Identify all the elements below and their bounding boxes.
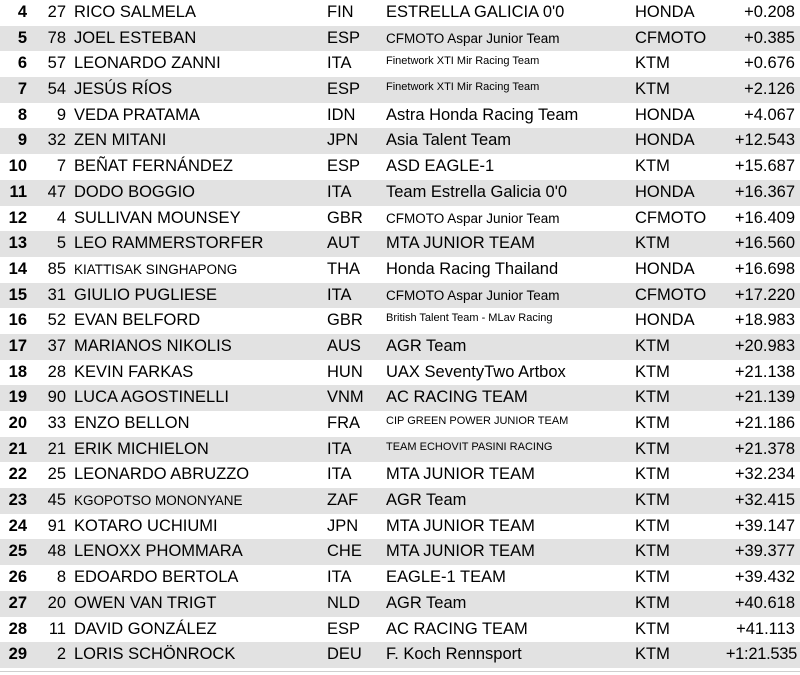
rider-number-cell: 78 bbox=[47, 28, 66, 47]
team-cell: AC RACING TEAM bbox=[386, 619, 528, 638]
rider-name-cell: GIULIO PUGLIESE bbox=[74, 285, 218, 304]
position-cell: 20 bbox=[8, 414, 27, 432]
manufacturer-cell: KTM bbox=[635, 157, 670, 176]
table-row bbox=[0, 231, 800, 257]
manufacturer-cell: HONDA bbox=[635, 3, 695, 21]
rider-number-cell: 37 bbox=[47, 336, 66, 355]
rider-number-cell: 7 bbox=[56, 157, 66, 176]
gap-cell: +12.543 bbox=[734, 131, 795, 150]
rider-number-cell: 28 bbox=[47, 362, 66, 381]
table-row bbox=[0, 462, 800, 488]
nation-cell: VNM bbox=[327, 388, 364, 407]
gap-cell: +21.139 bbox=[734, 388, 795, 407]
nation-cell: GBR bbox=[327, 311, 363, 330]
rider-name-cell: KGOPOTSO MONONYANE bbox=[74, 493, 243, 509]
table-row bbox=[0, 334, 800, 360]
team-cell: UAX SeventyTwo Artbox bbox=[386, 362, 566, 381]
rider-number-cell: 4 bbox=[56, 208, 66, 227]
table-row bbox=[0, 206, 800, 232]
gap-cell: +18.983 bbox=[734, 311, 795, 330]
rider-name-cell: LENOXX PHOMMARA bbox=[74, 542, 243, 561]
table-row bbox=[0, 437, 800, 463]
manufacturer-cell: HONDA bbox=[635, 311, 695, 330]
gap-cell: +21.138 bbox=[734, 362, 795, 381]
table-row bbox=[0, 411, 800, 437]
nation-cell: ESP bbox=[327, 28, 361, 47]
team-cell: AGR Team bbox=[386, 491, 467, 510]
nation-cell: CHE bbox=[327, 542, 362, 561]
table-row bbox=[0, 283, 800, 309]
manufacturer-cell: HONDA bbox=[635, 259, 695, 278]
table-bottom-divider bbox=[0, 671, 800, 672]
rider-name-cell: OWEN VAN TRIGT bbox=[74, 593, 217, 612]
nation-cell: ITA bbox=[327, 54, 352, 73]
table-row bbox=[0, 565, 800, 591]
table-row bbox=[0, 154, 800, 180]
manufacturer-cell: KTM bbox=[635, 388, 670, 407]
rider-name-cell: RICO SALMELA bbox=[74, 3, 196, 21]
rider-number-cell: 33 bbox=[47, 414, 66, 432]
manufacturer-cell: KTM bbox=[635, 568, 670, 587]
gap-cell: +1:21.535 bbox=[725, 645, 797, 664]
manufacturer-cell: CFMOTO bbox=[635, 28, 707, 47]
manufacturer-cell: KTM bbox=[635, 593, 670, 612]
team-cell: TEAM ECHOVIT PASINI RACING bbox=[386, 440, 553, 453]
nation-cell: ITA bbox=[327, 182, 352, 201]
manufacturer-cell: KTM bbox=[635, 234, 670, 253]
manufacturer-cell: KTM bbox=[635, 54, 670, 73]
rider-number-cell: 27 bbox=[47, 3, 66, 21]
rider-name-cell: LUCA AGOSTINELLI bbox=[74, 388, 229, 407]
table-row bbox=[0, 591, 800, 617]
rider-number-cell: 48 bbox=[47, 542, 66, 561]
gap-cell: +32.415 bbox=[734, 491, 795, 510]
rider-number-cell: 32 bbox=[47, 131, 66, 150]
rider-number-cell: 21 bbox=[47, 439, 66, 458]
rider-number-cell: 11 bbox=[48, 619, 66, 638]
gap-cell: +39.432 bbox=[734, 568, 795, 587]
rider-name-cell: EVAN BELFORD bbox=[74, 311, 201, 330]
gap-cell: +4.067 bbox=[744, 105, 795, 124]
team-cell: British Talent Team - MLav Racing bbox=[386, 312, 553, 325]
position-cell: 13 bbox=[8, 234, 27, 253]
nation-cell: FIN bbox=[327, 3, 354, 21]
team-cell: CFMOTO Aspar Junior Team bbox=[386, 287, 560, 303]
team-cell: Honda Racing Thailand bbox=[386, 259, 559, 278]
position-cell: 26 bbox=[8, 568, 27, 587]
team-cell: EAGLE-1 TEAM bbox=[386, 568, 506, 587]
gap-cell: +39.147 bbox=[734, 516, 795, 535]
position-cell: 11 bbox=[9, 182, 27, 201]
gap-cell: +2.126 bbox=[744, 80, 795, 99]
gap-cell: +0.676 bbox=[744, 54, 795, 73]
nation-cell: GBR bbox=[327, 208, 363, 227]
nation-cell: FRA bbox=[327, 414, 360, 432]
nation-cell: DEU bbox=[327, 645, 362, 664]
gap-cell: +16.698 bbox=[734, 259, 795, 278]
nation-cell: AUT bbox=[327, 234, 360, 253]
gap-cell: +16.409 bbox=[734, 208, 795, 227]
position-cell: 17 bbox=[8, 336, 27, 355]
position-cell: 18 bbox=[8, 362, 27, 381]
team-cell: AGR Team bbox=[386, 336, 467, 355]
table-row bbox=[0, 617, 800, 643]
rider-name-cell: LEONARDO ABRUZZO bbox=[74, 465, 250, 484]
table-row bbox=[0, 308, 800, 334]
rider-name-cell: DAVID GONZÁLEZ bbox=[74, 619, 217, 638]
nation-cell: ESP bbox=[327, 619, 361, 638]
nation-cell: ZAF bbox=[327, 491, 359, 510]
gap-cell: +39.377 bbox=[734, 542, 795, 561]
team-cell: Finetwork XTI Mir Racing Team bbox=[386, 55, 540, 68]
manufacturer-cell: HONDA bbox=[635, 105, 695, 124]
position-cell: 9 bbox=[17, 131, 27, 150]
position-cell: 16 bbox=[8, 311, 27, 330]
position-cell: 22 bbox=[8, 465, 27, 484]
team-cell: AC RACING TEAM bbox=[386, 388, 528, 407]
position-cell: 24 bbox=[8, 516, 27, 535]
table-row bbox=[0, 26, 800, 52]
manufacturer-cell: CFMOTO bbox=[635, 208, 707, 227]
table-row bbox=[0, 514, 800, 540]
rider-number-cell: 20 bbox=[47, 593, 66, 612]
position-cell: 27 bbox=[8, 593, 27, 612]
rider-name-cell: VEDA PRATAMA bbox=[74, 105, 200, 124]
table-row bbox=[0, 0, 800, 26]
rider-name-cell: LORIS SCHÖNROCK bbox=[74, 645, 236, 664]
nation-cell: ITA bbox=[327, 568, 352, 587]
rider-number-cell: 90 bbox=[47, 388, 66, 407]
rider-number-cell: 57 bbox=[47, 54, 66, 73]
rider-number-cell: 9 bbox=[56, 105, 66, 124]
table-row bbox=[0, 385, 800, 411]
nation-cell: ITA bbox=[327, 439, 352, 458]
rider-name-cell: JESÚS RÍOS bbox=[74, 80, 173, 99]
gap-cell: +15.687 bbox=[734, 157, 795, 176]
rider-number-cell: 2 bbox=[56, 645, 66, 664]
team-cell: Team Estrella Galicia 0'0 bbox=[386, 182, 568, 201]
team-cell: MTA JUNIOR TEAM bbox=[386, 465, 535, 484]
gap-cell: +20.983 bbox=[734, 336, 795, 355]
position-cell: 21 bbox=[8, 439, 27, 458]
table-row bbox=[0, 103, 800, 129]
table-row bbox=[0, 257, 800, 283]
nation-cell: AUS bbox=[327, 336, 361, 355]
table-row bbox=[0, 539, 800, 565]
manufacturer-cell: KTM bbox=[635, 619, 670, 638]
rider-name-cell: MARIANOS NIKOLIS bbox=[74, 336, 232, 355]
position-cell: 7 bbox=[17, 80, 27, 99]
team-cell: Asia Talent Team bbox=[386, 131, 512, 150]
position-cell: 28 bbox=[8, 619, 27, 638]
manufacturer-cell: KTM bbox=[635, 439, 670, 458]
position-cell: 14 bbox=[8, 259, 27, 278]
gap-cell: +16.560 bbox=[734, 234, 795, 253]
rider-name-cell: EDOARDO BERTOLA bbox=[74, 568, 239, 587]
rider-name-cell: KOTARO UCHIUMI bbox=[74, 516, 218, 535]
rider-number-cell: 85 bbox=[47, 259, 66, 278]
rider-number-cell: 8 bbox=[56, 568, 66, 587]
table-row bbox=[0, 180, 800, 206]
team-cell: MTA JUNIOR TEAM bbox=[386, 516, 535, 535]
manufacturer-cell: KTM bbox=[635, 362, 670, 381]
gap-cell: +17.220 bbox=[734, 285, 795, 304]
team-cell: F. Koch Rennsport bbox=[386, 645, 522, 664]
manufacturer-cell: HONDA bbox=[635, 182, 695, 201]
manufacturer-cell: KTM bbox=[635, 491, 670, 510]
rider-number-cell: 54 bbox=[47, 80, 66, 99]
nation-cell: ITA bbox=[327, 465, 352, 484]
nation-cell: JPN bbox=[327, 516, 359, 535]
position-cell: 4 bbox=[17, 3, 27, 21]
team-cell: ASD EAGLE-1 bbox=[386, 157, 495, 176]
rider-name-cell: ZEN MITANI bbox=[74, 131, 167, 150]
nation-cell: IDN bbox=[327, 105, 356, 124]
rider-number-cell: 31 bbox=[47, 285, 66, 304]
manufacturer-cell: KTM bbox=[635, 542, 670, 561]
position-cell: 25 bbox=[8, 542, 27, 561]
table-row bbox=[0, 642, 800, 668]
team-cell: CIP GREEN POWER JUNIOR TEAM bbox=[386, 415, 569, 427]
rider-number-cell: 45 bbox=[47, 491, 66, 510]
rider-name-cell: ERIK MICHIELON bbox=[74, 439, 209, 458]
manufacturer-cell: KTM bbox=[635, 414, 670, 432]
manufacturer-cell: KTM bbox=[635, 465, 670, 484]
nation-cell: ESP bbox=[327, 157, 361, 176]
position-cell: 19 bbox=[8, 388, 27, 407]
manufacturer-cell: KTM bbox=[635, 645, 670, 664]
manufacturer-cell: HONDA bbox=[635, 131, 695, 150]
position-cell: 6 bbox=[17, 54, 27, 73]
position-cell: 23 bbox=[8, 491, 27, 510]
table-row bbox=[0, 51, 800, 77]
gap-cell: +0.385 bbox=[744, 28, 795, 47]
rider-name-cell: BEÑAT FERNÁNDEZ bbox=[74, 157, 233, 176]
team-cell: Finetwork XTI Mir Racing Team bbox=[386, 81, 540, 94]
position-cell: 10 bbox=[8, 157, 27, 176]
rider-name-cell: DODO BOGGIO bbox=[74, 182, 196, 201]
table-row bbox=[0, 128, 800, 154]
manufacturer-cell: KTM bbox=[635, 80, 670, 99]
nation-cell: ITA bbox=[327, 285, 352, 304]
rider-number-cell: 52 bbox=[47, 311, 66, 330]
gap-cell: +40.618 bbox=[734, 593, 795, 612]
rider-name-cell: KEVIN FARKAS bbox=[74, 362, 194, 381]
rider-number-cell: 25 bbox=[47, 465, 66, 484]
gap-cell: +32.234 bbox=[734, 465, 795, 484]
nation-cell: THA bbox=[327, 259, 360, 278]
position-cell: 8 bbox=[17, 105, 27, 124]
rider-name-cell: JOEL ESTEBAN bbox=[74, 28, 197, 47]
rider-name-cell: LEONARDO ZANNI bbox=[74, 54, 221, 73]
position-cell: 15 bbox=[8, 285, 27, 304]
position-cell: 12 bbox=[8, 208, 27, 227]
rider-number-cell: 91 bbox=[47, 516, 66, 535]
table-row bbox=[0, 360, 800, 386]
rider-name-cell: ENZO BELLON bbox=[74, 414, 190, 432]
table-row bbox=[0, 77, 800, 103]
team-cell: MTA JUNIOR TEAM bbox=[386, 234, 535, 253]
gap-cell: +41.113 bbox=[736, 619, 795, 638]
team-cell: CFMOTO Aspar Junior Team bbox=[386, 210, 560, 226]
team-cell: ESTRELLA GALICIA 0'0 bbox=[386, 3, 565, 21]
manufacturer-cell: KTM bbox=[635, 336, 670, 355]
team-cell: Astra Honda Racing Team bbox=[386, 105, 579, 124]
rider-number-cell: 5 bbox=[56, 234, 66, 253]
position-cell: 29 bbox=[8, 645, 27, 664]
rider-name-cell: KIATTISAK SINGHAPONG bbox=[74, 261, 238, 277]
nation-cell: HUN bbox=[327, 362, 363, 381]
rider-number-cell: 47 bbox=[47, 182, 66, 201]
nation-cell: JPN bbox=[327, 131, 359, 150]
gap-cell: +0.208 bbox=[744, 3, 795, 21]
manufacturer-cell: KTM bbox=[635, 516, 670, 535]
position-cell: 5 bbox=[17, 28, 27, 47]
gap-cell: +21.186 bbox=[734, 414, 795, 432]
nation-cell: ESP bbox=[327, 80, 361, 99]
team-cell: CFMOTO Aspar Junior Team bbox=[386, 30, 560, 46]
gap-cell: +16.367 bbox=[734, 182, 795, 201]
rider-name-cell: SULLIVAN MOUNSEY bbox=[74, 208, 241, 227]
gap-cell: +21.378 bbox=[734, 439, 795, 458]
nation-cell: NLD bbox=[327, 593, 361, 612]
manufacturer-cell: CFMOTO bbox=[635, 285, 707, 304]
table-row bbox=[0, 488, 800, 514]
team-cell: AGR Team bbox=[386, 593, 467, 612]
rider-name-cell: LEO RAMMERSTORFER bbox=[74, 234, 264, 253]
team-cell: MTA JUNIOR TEAM bbox=[386, 542, 535, 561]
